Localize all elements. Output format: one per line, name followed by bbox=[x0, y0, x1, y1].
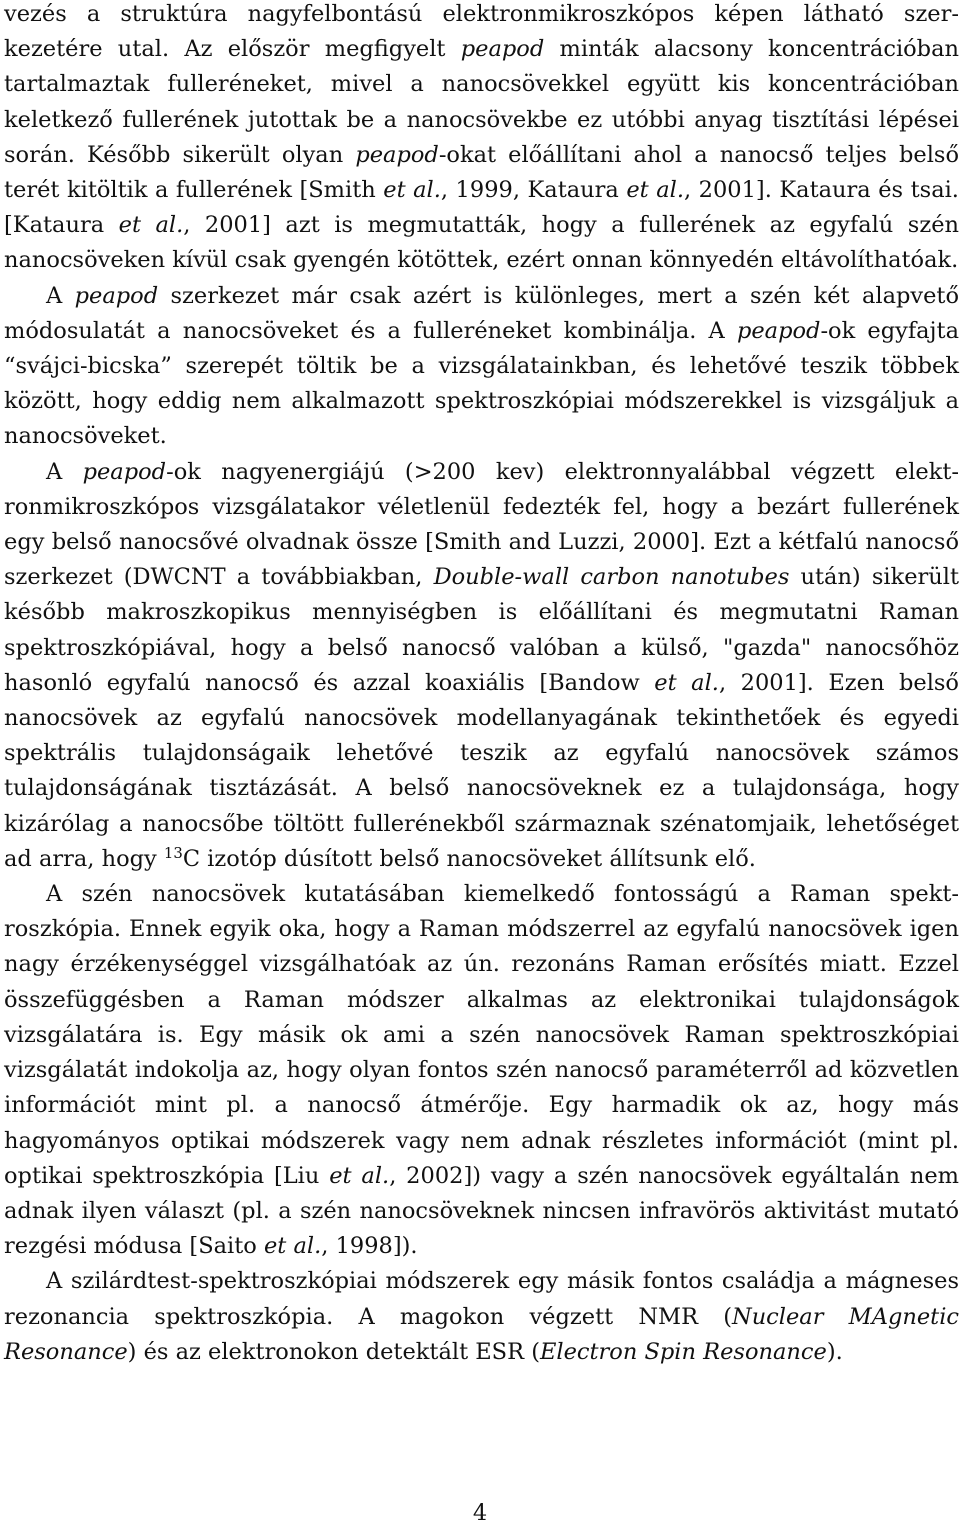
text-run: , 2001]. Kataura és tsai. [Kataura bbox=[4, 177, 959, 239]
italic-run: peapod bbox=[460, 36, 545, 63]
text-run: után) sikerült később makroszkopikus mennyiségben is előállítani és megmutatni Raman spektroszkópiával, hogy a belső nanocső valóban a külső, "gazda" nanocsőhöz hasonló egyfalú nanocső és azzal koaxiális [Bandow bbox=[4, 564, 959, 696]
page-number: 4 bbox=[472, 1500, 488, 1526]
text-run: , 1999, Kataura bbox=[440, 177, 627, 204]
italic-run: peapod bbox=[82, 458, 167, 485]
italic-run: et al. bbox=[118, 212, 184, 239]
text-run: szerkezet már csak azért is különleges, mert a szén két alapvető módosulatát a nanocsöveket és a fulleréneket kombinálja. A bbox=[4, 282, 959, 344]
italic-run: et al. bbox=[263, 1233, 322, 1260]
text-run: , 1998]). bbox=[321, 1233, 418, 1260]
text-run: A szilárdtest-spektroszkópiai módszerek egy másik fontos családja a mágneses rezonancia spektroszkópia. A magokon végzett NMR ( bbox=[4, 1268, 959, 1330]
text-run: , 2002]) vagy a szén nanocsövek egyáltalán nem adnak ilyen választ (pl. a szén nanocsöveknek nincsen infravörös aktivitást mutató rezgési módusa [Saito bbox=[4, 1162, 959, 1260]
paragraph-5 bbox=[4, 1264, 959, 1370]
italic-run: Nuclear MAgnetic Resonance bbox=[4, 1303, 959, 1365]
italic-run: et al. bbox=[383, 177, 441, 204]
italic-run: Double-wall carbon nanotubes bbox=[433, 564, 790, 591]
text-run: -ok nagyenergiájú (>200 kev) elektronnyalábbal végzett elektronmikroszkópos vizsgálatakor véletlenül fedezték fel, hogy a bezárt fullerének egy belső nanocsővé olvadnak össze [Smith and Luzzi, 2000]. Ezt a kétfalú nanocső szerkezet (DWCNT a továbbiakban, bbox=[4, 458, 960, 591]
text-run: -okat előállítani ahol a nanocső teljes belső terét kitöltik a fullerének [Smith bbox=[4, 141, 960, 204]
italic-run: Electron Spin Resonance bbox=[539, 1338, 827, 1365]
text-run: C izotóp dúsított belső nanocsöveket állítsunk elő. bbox=[182, 845, 756, 872]
paragraph-1 bbox=[4, 0, 959, 279]
italic-run: et al. bbox=[626, 177, 684, 204]
text-run: A szén nanocsövek kutatásában kiemelkedő fontosságú a Raman spektroszkópia. Ennek egyik oka, hogy a Raman módszerrel az egyfalú nanocsövek igen nagy érzékenységgel vizsgálhatóak az ún. rezonáns Raman erősítés miatt. Ezzel összefüggésben a Raman módszer alkalmas az elektronikai tulajdonságok vizsgálatára is. Egy másik ok ami a szén nanocsövek Raman spektroszkópiai vizsgálatát indokolja az, hogy olyan fontos szén nanocső paraméterről ad közvetlen információt mint pl. a nanocső átmérője. Egy harmadik ok az, hogy más hagyományos optikai módszerek vagy nem adnak részletes információt (mint pl. optikai spektroszkópia [Liu bbox=[4, 881, 959, 1189]
italic-run: peapod bbox=[74, 282, 159, 309]
document-body bbox=[4, 0, 959, 1370]
text-run: , 2001] azt is megmutatták, hogy a fullerének az egyfalú szén nanocsöveken kívül csak gyengén kötöttek, ezért onnan könnyedén eltávolíthatóak. bbox=[4, 212, 959, 274]
text-run: minták alacsony koncentrációban tartalmaztak fulleréneket, mivel a nanocsövekkel együtt kis koncentrációban keletkező fullerének jutottak be a nanocsövekbe ez utóbbi anyag tisztítási lépései során. Később sikerült olyan bbox=[4, 36, 959, 168]
text-run: , 2001]. Ezen belső nanocsövek az egyfalú nanocsövek modellanyagának tekinthetőek és egyedi spektrális tulajdonságaik lehetővé teszik az egyfalú nanocsövek számos tulajdonságának tisztázását. A belső nanocsöveknek ez a tulajdonsága, hogy kizárólag a nanocsőbe töltött fullerénekből származnak szénatomjaik, lehetőséget ad arra, hogy bbox=[4, 669, 959, 872]
text-run: ) és az elektronokon detektált ESR ( bbox=[127, 1338, 540, 1365]
italic-run: peapod bbox=[736, 317, 821, 344]
italic-run: et al. bbox=[654, 669, 719, 696]
paragraph-4 bbox=[4, 877, 959, 1264]
text-run: A bbox=[46, 458, 83, 485]
text-run: A bbox=[46, 282, 75, 309]
superscript-run: 13 bbox=[163, 843, 183, 862]
text-run: ). bbox=[826, 1338, 843, 1365]
paragraph-2 bbox=[4, 279, 959, 455]
paragraph-3 bbox=[4, 455, 959, 877]
italic-run: et al. bbox=[329, 1162, 390, 1189]
italic-run: peapod bbox=[355, 141, 439, 168]
text-run: vezés a struktúra nagyfelbontású elektronmikroszkópos képen látható szerkezetére utal. Az először megfigyelt bbox=[4, 1, 959, 63]
text-run: -ok egyfajta “svájci-bicska” szerepét töltik be a vizsgálatainkban, és lehetővé teszik többek között, hogy eddig nem alkalmazott spektroszkópiai módszerekkel is vizsgáljuk a nanocsöveket. bbox=[4, 317, 959, 450]
